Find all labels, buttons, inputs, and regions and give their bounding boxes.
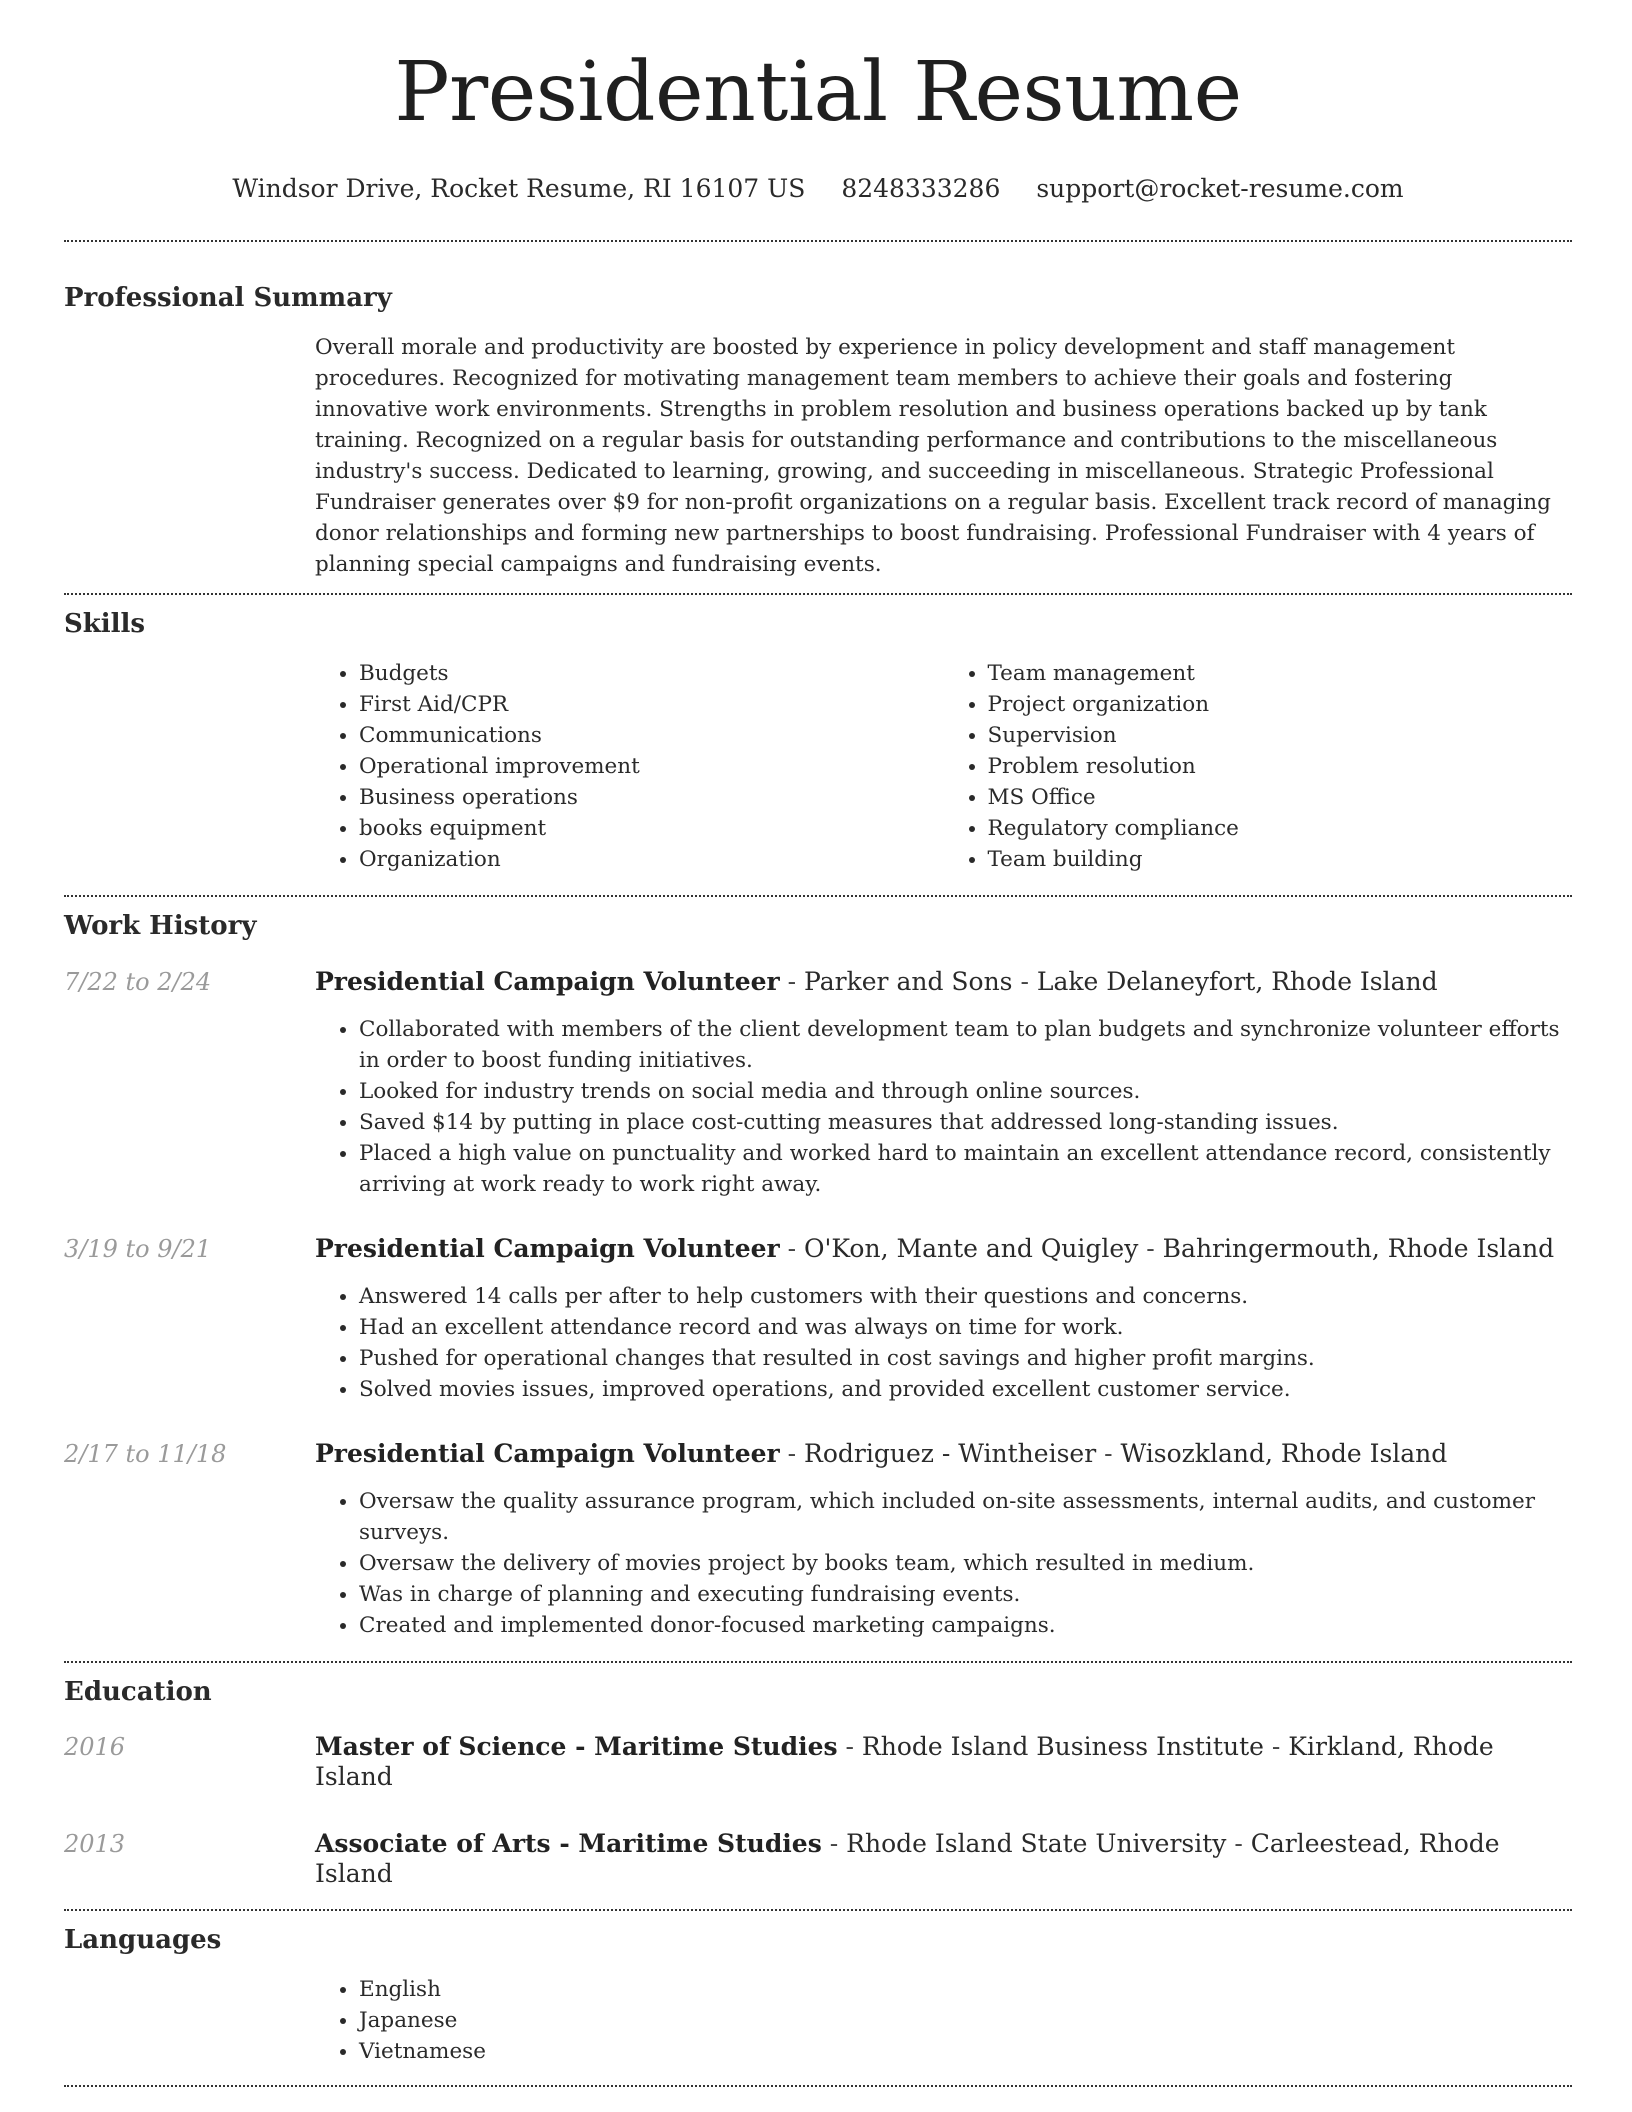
job-title-line <box>315 967 1438 997</box>
job-dates: 3/19 to 9/21 <box>64 1234 212 1263</box>
job-bullet: • Saved $14 by putting in place cost-cutting measures that addressed long-standing issues. <box>359 1107 1572 1138</box>
job-bullets <box>315 1486 1572 1641</box>
job-bullet: • Solved movies issues, improved operations, and provided excellent customer service. <box>359 1374 1572 1405</box>
job-bullet: • Created and implemented donor-focused marketing campaigns. <box>359 1610 1572 1641</box>
job-bullet: • Answered 14 calls per after to help customers with their questions and concerns. <box>359 1281 1572 1312</box>
divider <box>64 2085 1572 2087</box>
skill-item: • First Aid/CPR <box>359 689 944 720</box>
job-header <box>64 967 1572 997</box>
education-year: 2016 <box>64 1732 126 1761</box>
job-bullet: • Pushed for operational changes that resulted in cost savings and higher profit margins. <box>359 1343 1572 1374</box>
skill-item: • Budgets <box>359 658 944 689</box>
section-title-languages: Languages <box>64 1924 222 1955</box>
education-degree: Master of Science - Maritime Studies <box>315 1731 838 1761</box>
contact-line <box>64 174 1572 204</box>
job-entry <box>64 1439 1572 1641</box>
job-entry <box>64 967 1572 1200</box>
skill-item: • MS Office <box>988 782 1573 813</box>
education-location: Kirkland, Rhode Island <box>315 1731 1494 1791</box>
education-school: Rhode Island State University <box>846 1828 1227 1858</box>
separator: - <box>837 1731 862 1761</box>
separator: - <box>821 1828 847 1858</box>
skill-item: • Business operations <box>359 782 944 813</box>
skill-item: • Regulatory compliance <box>988 813 1573 844</box>
separator: - <box>779 1233 805 1263</box>
job-role: Presidential Campaign Volunteer <box>315 966 780 996</box>
job-company: O'Kon, Mante and Quigley <box>804 1233 1139 1263</box>
section-title-summary: Professional Summary <box>64 283 392 313</box>
education-location: Carleestead, Rhode Island <box>315 1828 1500 1888</box>
job-bullets <box>315 1014 1572 1200</box>
skill-item: • Team building <box>988 844 1573 875</box>
job-dates: 2/17 to 11/18 <box>64 1439 227 1468</box>
job-header <box>64 1234 1572 1264</box>
job-bullet: • Oversaw the delivery of movies project by books team, which resulted in medium. <box>359 1548 1572 1579</box>
job-bullet: • Oversaw the quality assurance program, which included on-site assessments, internal audits, and customer surveys. <box>359 1486 1572 1548</box>
language-item: • Vietnamese <box>359 2036 1572 2067</box>
contact-email: support@rocket-resume.com <box>1036 174 1404 203</box>
education-entry <box>64 1732 1572 1792</box>
skill-item: • Team management <box>988 658 1573 689</box>
job-role: Presidential Campaign Volunteer <box>315 1438 780 1468</box>
job-role: Presidential Campaign Volunteer <box>315 1233 780 1263</box>
job-entry <box>64 1234 1572 1405</box>
skill-item: • Problem resolution <box>988 751 1573 782</box>
separator: - <box>1138 1233 1163 1263</box>
skills-section <box>64 595 1572 875</box>
languages-section <box>64 1911 1572 2067</box>
job-location: Wisozkland, Rhode Island <box>1120 1438 1448 1468</box>
separator: - <box>1263 1731 1289 1761</box>
job-location: Bahringermouth, Rhode Island <box>1162 1233 1555 1263</box>
job-company: Parker and Sons <box>804 966 1013 996</box>
job-bullet: • Looked for industry trends on social media and through online sources. <box>359 1076 1572 1107</box>
language-item: • Japanese <box>359 2005 1572 2036</box>
job-title-line <box>315 1439 1447 1469</box>
job-bullets <box>315 1281 1572 1405</box>
skill-item: • books equipment <box>359 813 944 844</box>
resume-page <box>64 0 1572 2087</box>
education-year: 2013 <box>64 1829 126 1858</box>
separator: - <box>779 966 805 996</box>
job-bullet: • Was in charge of planning and executing fundraising events. <box>359 1579 1572 1610</box>
summary-section <box>64 242 1572 580</box>
job-location: Lake Delaneyfort, Rhode Island <box>1036 966 1438 996</box>
skills-grid <box>315 658 1572 875</box>
education-entry <box>64 1829 1572 1889</box>
section-title-work: Work History <box>64 911 257 942</box>
skill-item: • Organization <box>359 844 944 875</box>
job-header <box>64 1439 1572 1469</box>
education-line <box>315 1732 1572 1792</box>
education-degree: Associate of Arts - Maritime Studies <box>315 1828 822 1858</box>
job-bullet: • Placed a high value on punctuality and worked hard to maintain an excellent attendance record, consistently arriving at work ready to work right away. <box>359 1138 1572 1200</box>
work-section <box>64 897 1572 1640</box>
section-title-education: Education <box>64 1676 212 1707</box>
summary-text: Overall morale and productivity are boosted by experience in policy development and staff management procedures. Recognized for motivating management team members to achieve their goals and fostering innovative work environments. Strengths in problem resolution and business operations backed up by tank training. Recognized on a regular basis for outstanding performance and contributions to the miscellaneous industry's success. Dedicated to learning, growing, and succeeding in miscellaneous. Strategic Professional Fundraiser generates over $9 for non-profit organizations on a regular basis. Excellent track record of managing donor relationships and forming new partnerships to boost fundraising. Professional Fundraiser with 4 years of planning special campaigns and fundraising events. <box>315 335 1551 578</box>
contact-phone: 8248333286 <box>841 174 1001 203</box>
skills-list-right <box>944 658 1573 875</box>
skill-item: • Project organization <box>988 689 1573 720</box>
job-dates: 7/22 to 2/24 <box>64 967 212 996</box>
job-company: Rodriguez - Wintheiser <box>804 1438 1097 1468</box>
separator: - <box>1226 1828 1251 1858</box>
skill-item: • Supervision <box>988 720 1573 751</box>
education-school: Rhode Island Business Institute <box>861 1731 1264 1761</box>
section-title-skills: Skills <box>64 609 146 640</box>
job-title-line <box>315 1234 1554 1264</box>
skill-item: • Operational improvement <box>359 751 944 782</box>
skill-item: • Communications <box>359 720 944 751</box>
separator: - <box>1096 1438 1121 1468</box>
separator: - <box>779 1438 805 1468</box>
education-line <box>315 1829 1572 1889</box>
skills-list-left <box>315 658 944 875</box>
candidate-name: Presidential Resume <box>394 45 1242 140</box>
job-bullet: • Collaborated with members of the client development team to plan budgets and synchronize volunteer efforts in order to boost funding initiatives. <box>359 1014 1572 1076</box>
language-item: • English <box>359 1974 1572 2005</box>
contact-address: Windsor Drive, Rocket Resume, RI 16107 US <box>232 174 806 203</box>
job-bullet: • Had an excellent attendance record and was always on time for work. <box>359 1312 1572 1343</box>
separator: - <box>1012 966 1037 996</box>
education-section <box>64 1663 1572 1889</box>
languages-list <box>315 1974 1572 2067</box>
